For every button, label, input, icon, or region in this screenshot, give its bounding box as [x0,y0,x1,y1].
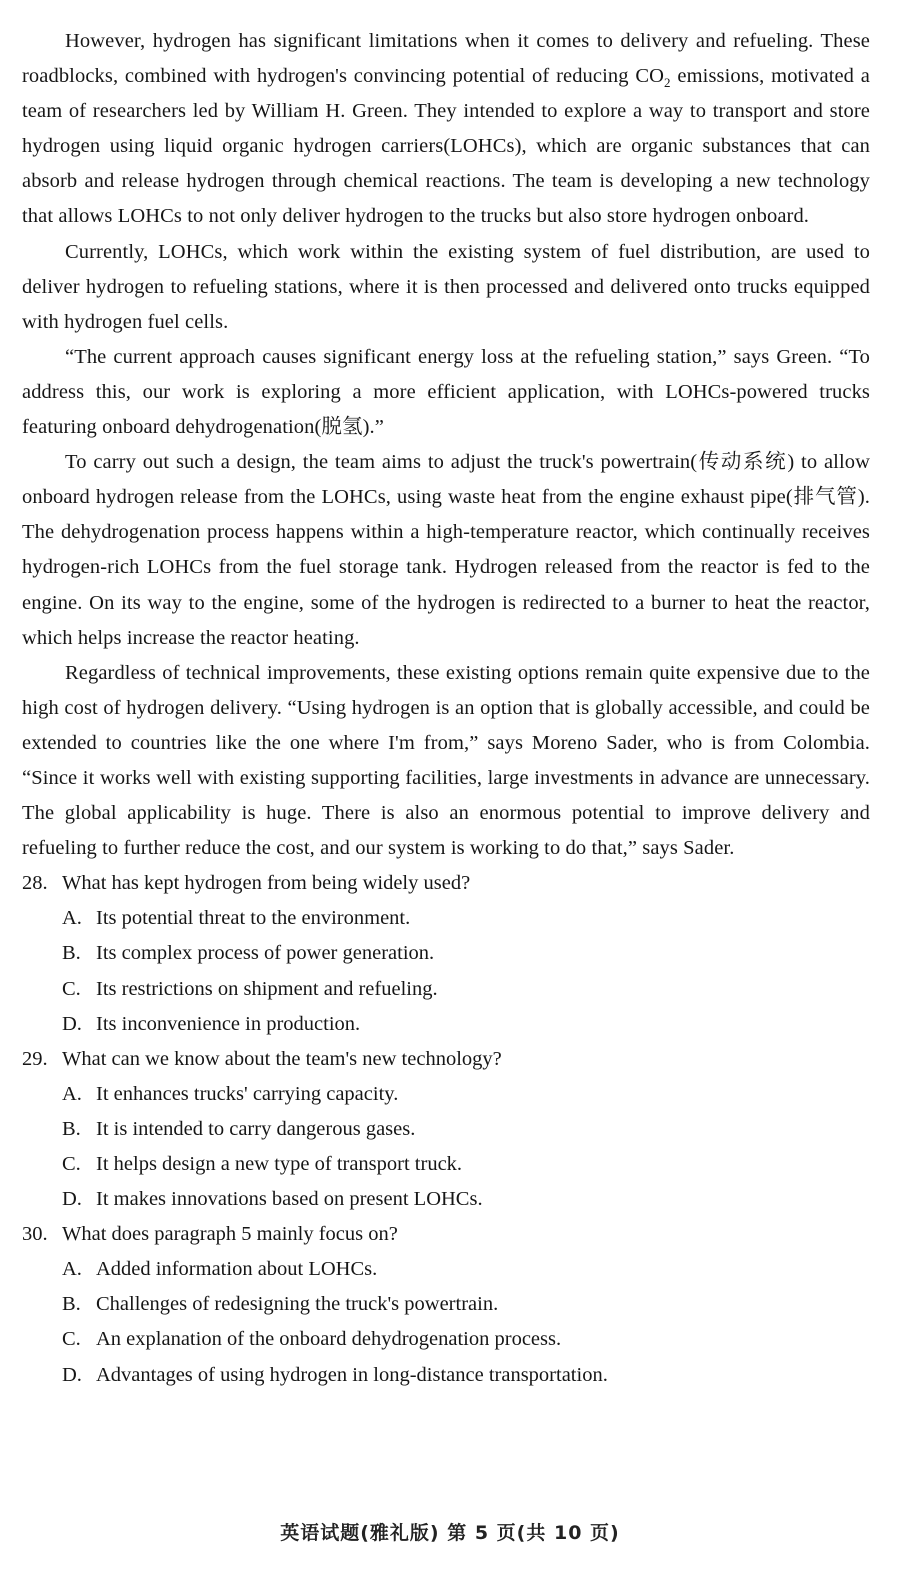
question-text: What has kept hydrogen from being widely used? [62,872,471,895]
option-letter: A. [62,1082,82,1105]
option-letter: B. [62,942,81,965]
option-letter: D. [62,1012,82,1035]
co2-subscript: 2 [664,75,671,91]
option-letter: A. [62,907,82,930]
option-text: Its complex process of power generation. [96,942,435,965]
option-text: It is intended to carry dangerous gases. [96,1117,416,1140]
option-text: It makes innovations based on present LOHCs. [96,1188,483,1211]
question-number: 28. [22,872,48,895]
option-a [22,901,870,936]
question-number: 30. [22,1223,48,1246]
option-b [22,936,870,971]
question-text: What can we know about the team's new technology? [62,1047,502,1070]
option-b [22,1112,870,1147]
option-letter: C. [62,977,81,1000]
option-letter: C. [62,1328,81,1351]
option-text: Advantages of using hydrogen in long-distance transportation. [96,1363,608,1386]
page-footer: 英语试题(雅礼版) 第 5 页(共 10 页) [280,1522,620,1544]
option-text: Its potential threat to the environment. [96,907,411,930]
option-letter: A. [62,1258,82,1281]
option-text: It helps design a new type of transport truck. [96,1153,463,1175]
option-list [22,901,870,1041]
option-d [22,1007,870,1042]
option-letter: D. [62,1188,82,1211]
paragraph-5: Regardless of technical improvements, these existing options remain quite expensive due to the high cost of hydrogen delivery. “Using hydrogen is an option that is globally accessible, and could be extended to countries like the one where I'm from,” says Moreno Sader, who is from Colombia. “Since it works well with existing supporting facilities, large investments in advance are unnecessary. The global applicability is huge. There is also an enormous potential to improve delivery and refueling to further reduce the cost, and our system is working to do that,” says Sader. [22,661,870,860]
option-letter: B. [62,1293,81,1316]
question-stem [22,1042,870,1077]
question-text: What does paragraph 5 mainly focus on? [62,1223,398,1246]
question-list [22,866,870,1392]
question-28 [22,866,870,1041]
option-a [22,1252,870,1287]
option-letter: D. [62,1363,82,1386]
option-text: Challenges of redesigning the truck's powertrain. [96,1293,499,1316]
option-text: Its restrictions on shipment and refueling. [96,977,438,1000]
question-stem [22,866,870,901]
option-letter: C. [62,1153,81,1175]
option-text: It enhances trucks' carrying capacity. [96,1082,399,1105]
option-c [22,972,870,1007]
paragraph-1-text-a: However, hydrogen has significant limitations when it comes to delivery and refueling. These roadblocks, combined with hydrogen's convincing potential of reducing CO [22,30,870,88]
option-c [22,1147,870,1182]
option-list [22,1252,870,1392]
option-text: Added information about LOHCs. [96,1258,378,1281]
paragraph-1 [22,24,870,235]
paragraph-1-text-b: emissions, motivated a team of researchers led by William H. Green. They intended to explore a way to transport and store hydrogen using liquid organic hydrogen carriers(LOHCs), which are organic substances that can absorb and release hydrogen through chemical reactions. The team is developing a new technology that allows LOHCs to not only deliver hydrogen to the trucks but also store hydrogen onboard. [22,65,870,228]
paragraph-4: To carry out such a design, the team aims to adjust the truck's powertrain(传动系统) to allow onboard hydrogen release from the LOHCs, using waste heat from the engine exhaust pipe(排气管). The dehydrogenation process happens within a high-temperature reactor, which continually receives hydrogen-rich LOHCs from the fuel storage tank. Hydrogen released from the reactor is fed to the engine. On its way to the engine, some of the hydrogen is redirected to a burner to heat the reactor, which helps increase the reactor heating. [22,451,870,649]
question-number: 29. [22,1047,48,1070]
option-text: Its inconvenience in production. [96,1012,361,1035]
question-stem [22,1217,870,1252]
paragraph-3: “The current approach causes significant energy loss at the refueling station,” says Green. “To address this, our work is exploring a more efficient application, with LOHCs-powered trucks featuring onboard dehydrogenation(脱氢).” [22,345,870,439]
option-letter: B. [62,1117,81,1140]
option-text: An explanation of the onboard dehydrogenation process. [96,1328,562,1351]
option-a [22,1077,870,1112]
option-d [22,1182,870,1217]
option-d [22,1358,870,1393]
option-b [22,1287,870,1322]
question-29 [22,1042,870,1217]
question-30 [22,1217,870,1392]
paragraph-2: Currently, LOHCs, which work within the existing system of fuel distribution, are used to deliver hydrogen to refueling stations, where it is then processed and delivered onto trucks equipped with hydrogen fuel cells. [22,240,870,333]
option-list [22,1077,870,1217]
option-c [22,1322,870,1357]
